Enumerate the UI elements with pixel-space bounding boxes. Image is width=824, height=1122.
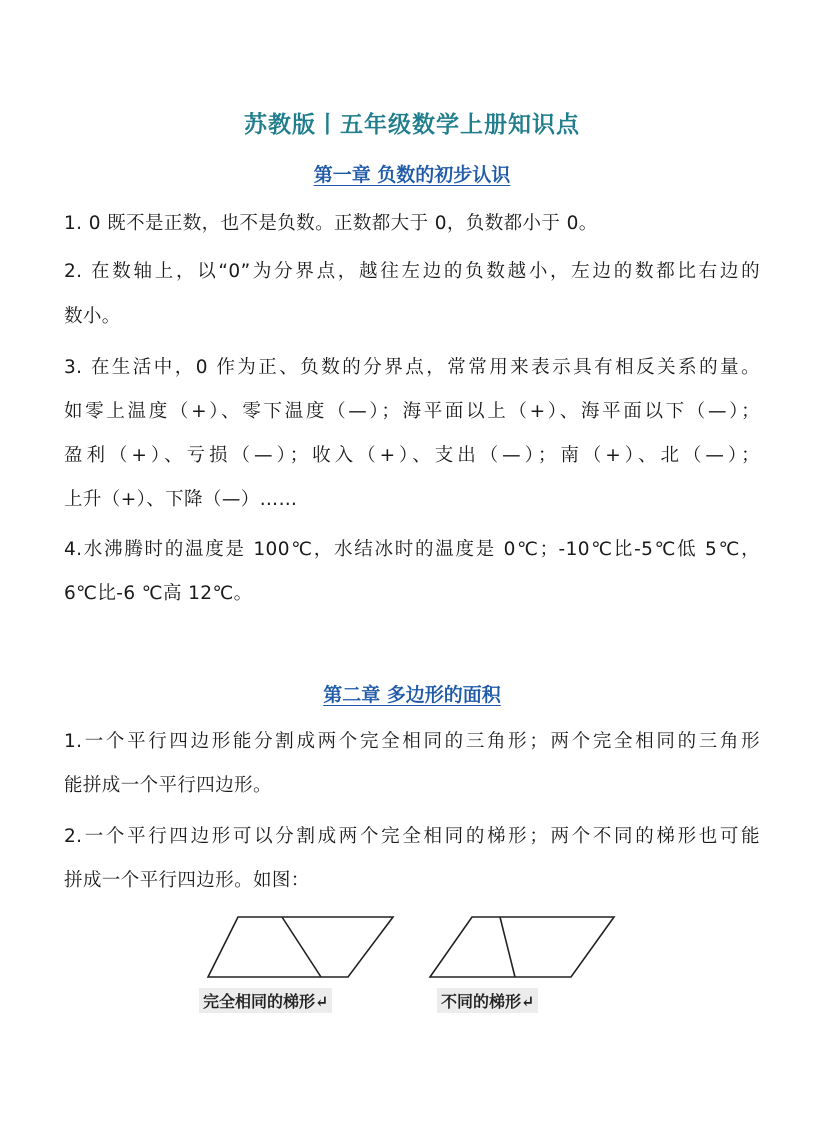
chapter-2-heading: 第二章 多边形的面积 xyxy=(323,684,501,706)
page-title: 苏教版丨五年级数学上册知识点 xyxy=(244,112,580,138)
paragraph-line: 如零上温度（+）、零下温度（—）；海平面以上（+）、海平面以下（—）； xyxy=(64,401,760,422)
figure-caption: 完全相同的梯形↵ xyxy=(199,988,332,1013)
paragraph-line: 盈利（+）、亏损（—）；收入（+）、支出（—）；南（+）、北（—）； xyxy=(64,445,760,466)
paragraph-line: 1. 0 既不是正数，也不是负数。正数都大于 0，负数都小于 0。 xyxy=(64,213,598,234)
paragraph-line: 4.水沸腾时的温度是 100℃，水结冰时的温度是 0℃；-10℃比-5℃低 5℃， xyxy=(64,539,760,560)
paragraph-line: 上升（+）、下降（—）…… xyxy=(64,489,298,510)
parallelogram-identical-trapezoids-figure xyxy=(200,912,400,982)
chapter-1-heading: 第一章 负数的初步认识 xyxy=(313,164,511,186)
paragraph-line: 1.一个平行四边形能分割成两个完全相同的三角形；两个完全相同的三角形 xyxy=(64,731,760,752)
paragraph-line: 2. 在数轴上，以“0”为分界点，越往左边的负数越小，左边的数都比右边的 xyxy=(64,261,760,282)
paragraph-line: 6℃比-6 ℃高 12℃。 xyxy=(64,583,253,604)
paragraph-line: 2.一个平行四边形可以分割成两个完全相同的梯形；两个不同的梯形也可能 xyxy=(64,826,760,847)
paragraph-line: 3. 在生活中，0 作为正、负数的分界点，常常用来表示具有相反关系的量。 xyxy=(64,357,760,378)
paragraph-line: 拼成一个平行四边形。如图： xyxy=(64,870,310,891)
figure-caption: 不同的梯形↵ xyxy=(437,988,538,1013)
paragraph-line: 数小。 xyxy=(64,306,121,327)
parallelogram-different-trapezoids-figure xyxy=(424,912,620,982)
paragraph-line: 能拼成一个平行四边形。 xyxy=(64,775,272,796)
